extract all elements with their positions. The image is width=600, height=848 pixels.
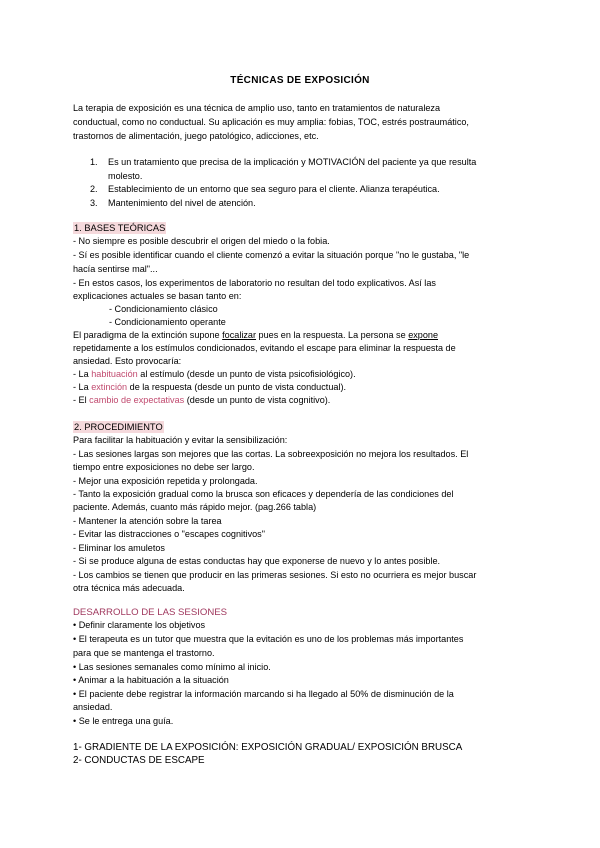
bullet-line: ansiedad. [73,702,113,712]
bullet-line: • El terapeuta es un tutor que muestra que la evitación es uno de los problemas más importantes [73,634,464,644]
bullet-line: • El paciente debe registrar la información marcando si ha llegado al 50% de disminución de la [73,689,454,699]
section-heading-procedimiento: 2. PROCEDIMIENTO [74,422,163,432]
text-line: repetidamente a los estímulos condicionados, evitando el escape para eliminar la respuesta de [73,343,456,353]
effect-line [73,369,356,380]
effect-line [73,382,346,393]
bullet-line: para que se mantenga el trastorno. [73,648,215,658]
text-span: de la respuesta (desde un punto de vista conductual). [127,382,347,392]
footer-heading: 2- CONDUCTAS DE ESCAPE [73,755,205,766]
text-line: hacía sentirse mal"... [73,264,158,274]
list-item: Mantenimiento del nivel de atención. [108,198,256,208]
paradigm-line [73,330,438,341]
page-title: TÉCNICAS DE EXPOSICIÓN [230,75,370,86]
text-line: - Las sesiones largas son mejores que las cortas. La sobreexposición no mejora los resultados. El [73,449,469,459]
list-number: 1. [90,157,98,167]
highlight-term: habituación [91,369,138,379]
highlight-term: cambio de expectativas [89,395,185,405]
intro-line: La terapia de exposición es una técnica de amplio uso, tanto en tratamientos de naturaleza [73,103,441,113]
text-line: - En estos casos, los experimentos de laboratorio no resultan del todo explicativos. Así las [73,278,436,288]
underlined-term: expone [408,330,439,340]
text-span: - El [73,395,90,405]
underlined-term: focalizar [222,330,257,340]
text-line: - Tanto la exposición gradual como la brusca son eficaces y dependería de las condiciones del [73,489,454,499]
list-item: Es un tratamiento que precisa de la implicación y MOTIVACIÓN del paciente ya que resulta [108,157,477,167]
text-line: tiempo entre exposiciones no debe ser largo. [73,462,255,472]
text-span: (desde un punto de vista cognitivo). [184,395,331,405]
bullet-line: • Animar a la habituación a la situación [73,675,229,685]
text-line: otra técnica más adecuada. [73,583,185,593]
highlight-term: extinción [91,382,128,392]
text-line: - Mantener la atención sobre la tarea [73,516,222,526]
text-line: - Si se produce alguna de estas conductas hay que exponerse de nuevo y lo antes posible. [73,556,441,566]
intro-line: conductual, como no conductual. Su aplicación es muy amplia: fobias, TOC, estrés postraumático, [73,117,469,127]
bullet-line: • Definir claramente los objetivos [73,620,206,630]
text-line: - Los cambios se tienen que producir en las primeras sesiones. Si esto no ocurriera es mejor buscar [73,570,477,580]
sub-item: - Condicionamiento operante [109,317,226,327]
section-heading-bases: 1. BASES TEÓRICAS [74,223,166,233]
text-line: paciente. Además, cuanto más rápido mejor. (pag.266 tabla) [73,502,317,512]
list-item: Establecimiento de un entorno que sea seguro para el cliente. Alianza terapéutica. [108,184,440,194]
text-line: ansiedad. Esto provocaría: [73,356,182,366]
effect-line [73,395,330,406]
intro-line: trastornos de alimentación, juego patológico, adicciones, etc. [73,131,319,141]
text-span: al estímulo (desde un punto de vista psicofisiológico). [137,369,356,379]
text-line: - No siempre es posible descubrir el origen del miedo o la fobia. [73,236,330,246]
text-line: - Sí es posible identificar cuando el cliente comenzó a evitar la situación porque "no le gustaba, "le [73,250,470,260]
section-heading-desarrollo: DESARROLLO DE LAS SESIONES [73,607,228,618]
text-span: pues en la respuesta. La persona se [256,330,409,340]
list-number: 3. [90,198,98,208]
text-span: - La [73,382,92,392]
list-number: 2. [90,184,98,194]
text-line: explicaciones actuales se basan tanto en: [73,291,242,301]
text-span: - La [73,369,92,379]
text-span: El paradigma de la extinción supone [73,330,223,340]
list-item: molesto. [108,171,143,181]
bullet-line: • Se le entrega una guía. [73,716,174,726]
text-line: - Eliminar los amuletos [73,543,165,553]
text-line: Para facilitar la habituación y evitar la sensibilización: [73,435,288,445]
bullet-line: • Las sesiones semanales como mínimo al inicio. [73,662,271,672]
sub-item: - Condicionamiento clásico [109,304,218,314]
text-line: - Mejor una exposición repetida y prolongada. [73,476,258,486]
footer-heading: 1- GRADIENTE DE LA EXPOSICIÓN: EXPOSICIÓN GRADUAL/ EXPOSICIÓN BRUSCA [73,742,463,753]
text-line: - Evitar las distracciones o "escapes cognitivos" [73,529,265,539]
